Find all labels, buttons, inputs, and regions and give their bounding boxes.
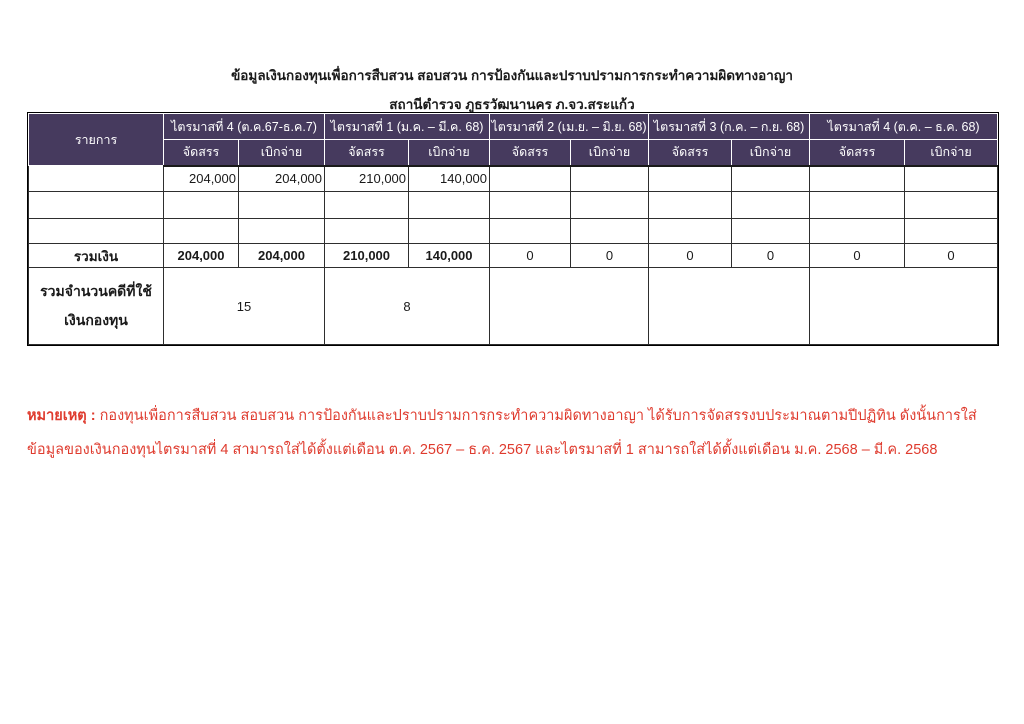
data-cell xyxy=(905,192,998,219)
data-cell xyxy=(810,219,905,244)
subheader-spend-q1-68: เบิกจ่าย xyxy=(409,140,490,166)
total-cell: 0 xyxy=(810,244,905,268)
cases-row-label xyxy=(29,268,164,345)
data-cell xyxy=(490,192,571,219)
data-cell: 204,000 xyxy=(239,166,325,192)
table-row xyxy=(29,166,998,192)
data-cell xyxy=(905,166,998,192)
subheader-alloc-q2-68: จัดสรร xyxy=(490,140,571,166)
data-cell xyxy=(239,192,325,219)
cases-cell-q4-67: 15 xyxy=(164,268,325,345)
total-cell: 204,000 xyxy=(164,244,239,268)
cases-cell-q2-68 xyxy=(490,268,649,345)
data-cell xyxy=(905,219,998,244)
data-cell xyxy=(409,192,490,219)
quarter-header-q4-67: ไตรมาสที่ 4 (ต.ค.67-ธ.ค.7) xyxy=(164,114,325,140)
quarter-header-q1-68: ไตรมาสที่ 1 (ม.ค. – มี.ค. 68) xyxy=(325,114,490,140)
subheader-spend-q4-67: เบิกจ่าย xyxy=(239,140,325,166)
data-cell xyxy=(649,219,732,244)
data-cell xyxy=(732,219,810,244)
cases-cell-q1-68: 8 xyxy=(325,268,490,345)
subheader-alloc-q1-68: จัดสรร xyxy=(325,140,409,166)
row-label-cell xyxy=(29,192,164,219)
data-cell xyxy=(490,166,571,192)
subheader-alloc-q3-68: จัดสรร xyxy=(649,140,732,166)
data-cell xyxy=(571,166,649,192)
fund-table xyxy=(28,113,998,345)
total-row-label: รวมเงิน xyxy=(29,244,164,268)
data-cell xyxy=(649,192,732,219)
page-title: ข้อมูลเงินกองทุนเพื่อการสืบสวน สอบสวน การป้องกันและปราบปรามการกระทำความผิดทางอาญา xyxy=(231,68,793,83)
column-header-item: รายการ xyxy=(29,114,164,166)
cases-row xyxy=(29,268,998,345)
cases-row-label-line2: เงินกองทุน xyxy=(64,312,128,328)
data-cell xyxy=(164,219,239,244)
subheader-spend-q2-68: เบิกจ่าย xyxy=(571,140,649,166)
quarter-header-q3-68: ไตรมาสที่ 3 (ก.ค. – ก.ย. 68) xyxy=(649,114,810,140)
row-label-cell xyxy=(29,166,164,192)
cases-cell-q3-68 xyxy=(649,268,810,345)
total-cell: 204,000 xyxy=(239,244,325,268)
data-cell xyxy=(810,192,905,219)
total-cell: 140,000 xyxy=(409,244,490,268)
data-cell xyxy=(239,219,325,244)
total-row xyxy=(29,244,998,268)
quarter-header-q4-68: ไตรมาสที่ 4 (ต.ค. – ธ.ค. 68) xyxy=(810,114,998,140)
total-cell: 210,000 xyxy=(325,244,409,268)
table-row xyxy=(29,219,998,244)
data-cell xyxy=(490,219,571,244)
footnote-label: หมายเหตุ : xyxy=(27,408,96,424)
fund-table-wrapper xyxy=(27,112,999,346)
total-cell: 0 xyxy=(732,244,810,268)
footnote xyxy=(27,399,995,467)
total-cell: 0 xyxy=(649,244,732,268)
data-cell xyxy=(732,166,810,192)
total-cell: 0 xyxy=(905,244,998,268)
data-cell xyxy=(409,219,490,244)
data-cell: 210,000 xyxy=(325,166,409,192)
table-row xyxy=(29,192,998,219)
data-cell xyxy=(164,192,239,219)
data-cell xyxy=(571,192,649,219)
subheader-alloc-q4-68: จัดสรร xyxy=(810,140,905,166)
subheader-spend-q3-68: เบิกจ่าย xyxy=(732,140,810,166)
total-cell: 0 xyxy=(571,244,649,268)
data-cell xyxy=(732,192,810,219)
data-cell: 204,000 xyxy=(164,166,239,192)
footnote-text: กองทุนเพื่อการสืบสวน สอบสวน การป้องกันและปราบปรามการกระทำความผิดทางอาญา ได้รับการจัดสรรงบประมาณตามปีปฏิทิน ดังนั้นการใส่ข้อมูลของเงินกองทุนไตรมาสที่ 4 สามารถใส่ได้ตั้งแต่เดือน ต.ค. 2567 – ธ.ค. 2567 และไตรมาสที่ 1 สามารถใส่ได้ตั้งแต่เดือน ม.ค. 2568 – มี.ค. 2568 xyxy=(27,408,977,458)
row-label-cell xyxy=(29,219,164,244)
page-subtitle: สถานีตำรวจ ภูธรวัฒนานคร ภ.จว.สระแก้ว xyxy=(389,97,635,112)
data-cell xyxy=(810,166,905,192)
data-cell: 140,000 xyxy=(409,166,490,192)
data-cell xyxy=(325,219,409,244)
data-cell xyxy=(325,192,409,219)
subheader-alloc-q4-67: จัดสรร xyxy=(164,140,239,166)
cases-row-label-line1: รวมจำนวนคดีที่ใช้ xyxy=(40,283,152,299)
data-cell xyxy=(571,219,649,244)
cases-cell-q4-68 xyxy=(810,268,998,345)
quarter-header-q2-68: ไตรมาสที่ 2 (เม.ย. – มิ.ย. 68) xyxy=(490,114,649,140)
subheader-spend-q4-68: เบิกจ่าย xyxy=(905,140,998,166)
data-cell xyxy=(649,166,732,192)
total-cell: 0 xyxy=(490,244,571,268)
